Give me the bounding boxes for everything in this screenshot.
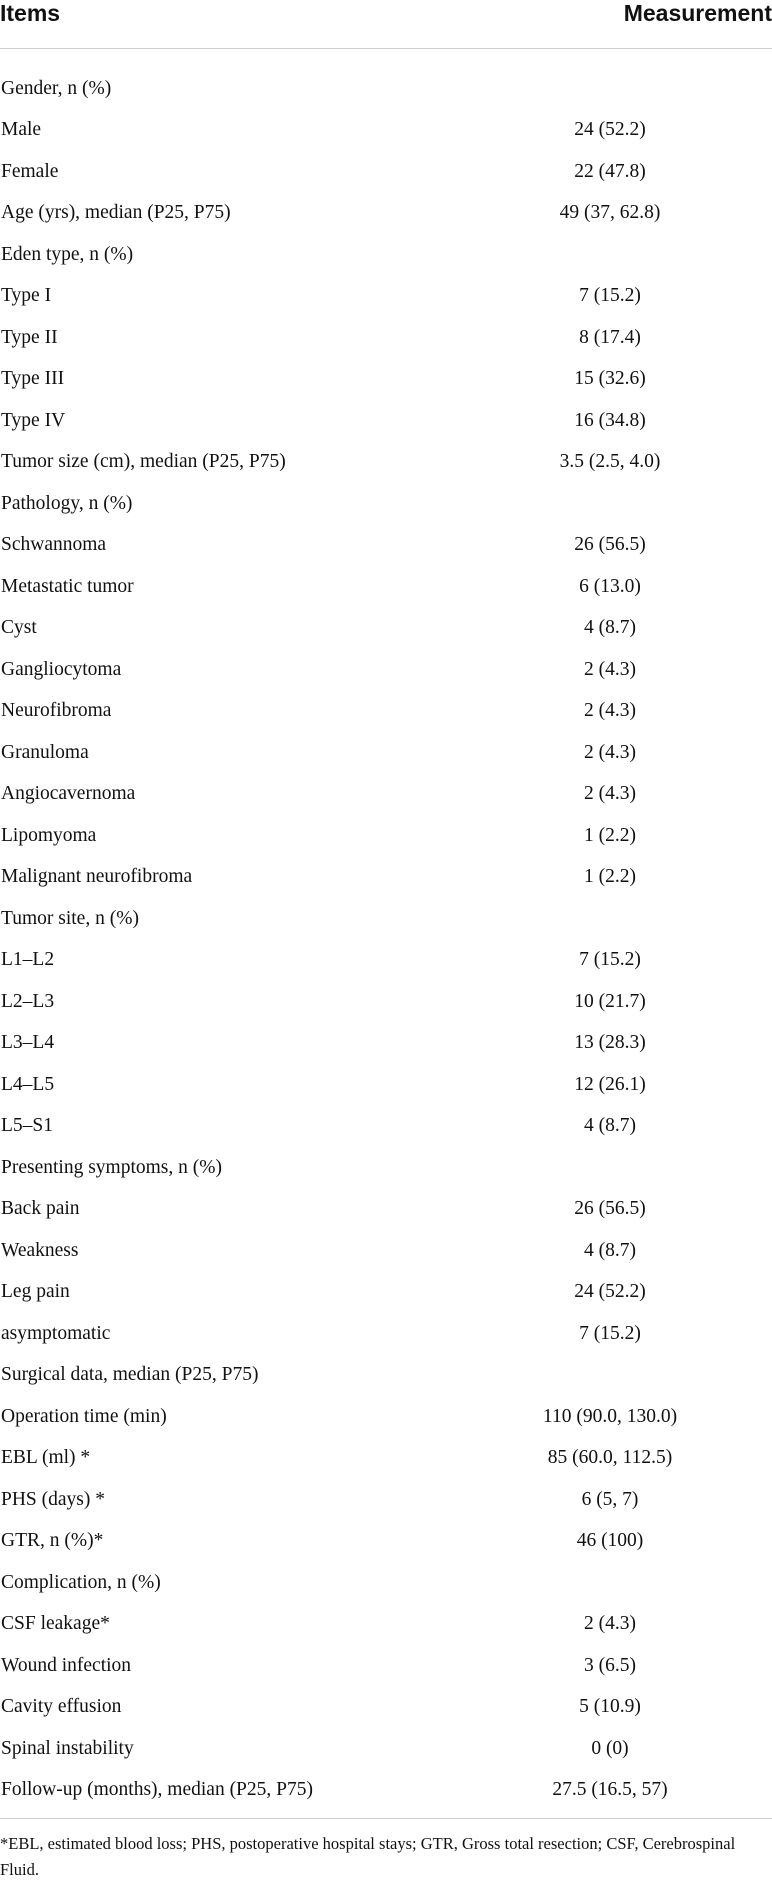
row-label: Granuloma bbox=[1, 741, 89, 763]
row-value: 5 (10.9) bbox=[579, 1696, 641, 1718]
row-value: 12 (26.1) bbox=[574, 1073, 646, 1095]
row-label: GTR, n (%)* bbox=[1, 1530, 104, 1552]
row-label: Type II bbox=[1, 326, 58, 348]
row-value: 6 (5, 7) bbox=[581, 1488, 639, 1510]
row-label: Weakness bbox=[1, 1239, 79, 1261]
table-row bbox=[0, 1479, 772, 1521]
row-label: Tumor site, n (%) bbox=[1, 907, 139, 929]
table-row bbox=[0, 691, 772, 733]
table-row bbox=[0, 1230, 772, 1272]
row-label: Type III bbox=[1, 368, 65, 390]
row-label: Gangliocytoma bbox=[1, 658, 122, 680]
table-row bbox=[0, 1687, 772, 1729]
row-label: Neurofibroma bbox=[1, 700, 112, 722]
table-row bbox=[0, 981, 772, 1023]
row-value: 24 (52.2) bbox=[574, 119, 646, 141]
row-value: 13 (28.3) bbox=[574, 1032, 646, 1054]
table-row bbox=[0, 1604, 772, 1646]
row-value: 4 (8.7) bbox=[584, 1239, 636, 1261]
row-value: 27.5 (16.5, 57) bbox=[552, 1779, 668, 1801]
row-value: 26 (56.5) bbox=[574, 534, 646, 556]
table-row bbox=[0, 1438, 772, 1480]
table-row bbox=[0, 193, 772, 235]
row-label: L3–L4 bbox=[1, 1032, 55, 1054]
row-label: Lipomyoma bbox=[1, 824, 97, 846]
row-value: 7 (15.2) bbox=[579, 1322, 641, 1344]
row-label: Cavity effusion bbox=[1, 1696, 122, 1718]
row-label: CSF leakage* bbox=[1, 1613, 110, 1635]
table-row bbox=[0, 898, 772, 940]
row-value: 2 (4.3) bbox=[584, 783, 636, 805]
row-value: 6 (13.0) bbox=[579, 575, 641, 597]
table-row bbox=[0, 151, 772, 193]
row-value: 15 (32.6) bbox=[574, 368, 646, 390]
table-row bbox=[0, 110, 772, 152]
table-row bbox=[0, 1562, 772, 1604]
row-value: 16 (34.8) bbox=[574, 409, 646, 431]
table-row bbox=[0, 857, 772, 899]
table-row bbox=[0, 1770, 772, 1812]
row-value: 3.5 (2.5, 4.0) bbox=[559, 451, 661, 473]
row-label: Operation time (min) bbox=[1, 1405, 167, 1427]
table-row bbox=[0, 400, 772, 442]
row-label: Malignant neurofibroma bbox=[1, 866, 193, 888]
row-label: Wound infection bbox=[1, 1654, 132, 1676]
row-value: 46 (100) bbox=[576, 1530, 644, 1552]
table-row bbox=[0, 359, 772, 401]
table-row bbox=[0, 1147, 772, 1189]
table-row bbox=[0, 649, 772, 691]
row-value: 110 (90.0, 130.0) bbox=[542, 1405, 678, 1427]
row-label: Angiocavernoma bbox=[1, 783, 136, 805]
row-value: 7 (15.2) bbox=[579, 949, 641, 971]
table-row bbox=[0, 1355, 772, 1397]
row-label: L5–S1 bbox=[1, 1115, 54, 1137]
row-label: Complication, n (%) bbox=[1, 1571, 161, 1593]
header-measurement: Measurement bbox=[623, 0, 772, 26]
table-row bbox=[0, 815, 772, 857]
table-row bbox=[0, 940, 772, 982]
row-value: 2 (4.3) bbox=[584, 658, 636, 680]
row-label: Type I bbox=[1, 285, 52, 307]
row-label: PHS (days) * bbox=[1, 1488, 106, 1510]
row-value: 22 (47.8) bbox=[574, 160, 646, 182]
row-label: Pathology, n (%) bbox=[1, 492, 133, 514]
table-row bbox=[0, 1313, 772, 1355]
row-value: 2 (4.3) bbox=[584, 741, 636, 763]
row-value: 24 (52.2) bbox=[574, 1281, 646, 1303]
row-value: 4 (8.7) bbox=[584, 617, 636, 639]
table-row bbox=[0, 1064, 772, 1106]
table-row bbox=[0, 442, 772, 484]
table-row bbox=[0, 525, 772, 567]
row-label: Follow-up (months), median (P25, P75) bbox=[1, 1779, 313, 1801]
table-row bbox=[0, 68, 772, 110]
row-label: Spinal instability bbox=[1, 1737, 134, 1759]
row-value: 4 (8.7) bbox=[584, 1115, 636, 1137]
header-items: Items bbox=[0, 0, 61, 26]
table-row bbox=[0, 566, 772, 608]
row-value: 3 (6.5) bbox=[584, 1654, 636, 1676]
table-row bbox=[0, 1645, 772, 1687]
row-label: Surgical data, median (P25, P75) bbox=[1, 1364, 259, 1386]
table-row bbox=[0, 276, 772, 318]
row-label: Age (yrs), median (P25, P75) bbox=[1, 202, 231, 224]
row-value: 1 (2.2) bbox=[584, 866, 636, 888]
table-row bbox=[0, 608, 772, 650]
row-label: Cyst bbox=[1, 617, 37, 639]
table-row bbox=[0, 1396, 772, 1438]
table-row bbox=[0, 1272, 772, 1314]
row-label: Back pain bbox=[1, 1198, 80, 1220]
row-label: Tumor size (cm), median (P25, P75) bbox=[1, 451, 286, 473]
table-row bbox=[0, 234, 772, 276]
table-header bbox=[0, 0, 772, 49]
table-row bbox=[0, 317, 772, 359]
row-label: L1–L2 bbox=[1, 949, 55, 971]
row-value: 0 (0) bbox=[591, 1737, 629, 1759]
table-row bbox=[0, 732, 772, 774]
table-row bbox=[0, 1106, 772, 1148]
row-label: asymptomatic bbox=[1, 1322, 111, 1344]
table-body bbox=[0, 49, 772, 1811]
table-footnote: *EBL, estimated blood loss; PHS, postoperative hospital stays; GTR, Gross total resection; CSF, Cerebrospinal Fluid. bbox=[0, 1834, 736, 1879]
table-row bbox=[0, 774, 772, 816]
row-label: EBL (ml) * bbox=[1, 1447, 91, 1469]
row-label: Presenting symptoms, n (%) bbox=[1, 1156, 222, 1178]
row-label: Schwannoma bbox=[1, 534, 107, 556]
row-label: L2–L3 bbox=[1, 990, 55, 1012]
row-value: 49 (37, 62.8) bbox=[559, 202, 661, 224]
row-label: Gender, n (%) bbox=[1, 77, 112, 99]
table-row bbox=[0, 1023, 772, 1065]
row-value: 7 (15.2) bbox=[579, 285, 641, 307]
row-label: L4–L5 bbox=[1, 1073, 55, 1095]
table-row bbox=[0, 483, 772, 525]
row-value: 2 (4.3) bbox=[584, 700, 636, 722]
row-label: Leg pain bbox=[1, 1281, 70, 1303]
table-row bbox=[0, 1728, 772, 1770]
row-label: Male bbox=[1, 119, 42, 141]
row-value: 10 (21.7) bbox=[574, 990, 646, 1012]
row-value: 26 (56.5) bbox=[574, 1198, 646, 1220]
row-label: Eden type, n (%) bbox=[1, 243, 134, 265]
row-value: 2 (4.3) bbox=[584, 1613, 636, 1635]
row-value: 85 (60.0, 112.5) bbox=[547, 1447, 673, 1469]
row-label: Female bbox=[1, 160, 59, 182]
row-value: 8 (17.4) bbox=[579, 326, 641, 348]
row-value: 1 (2.2) bbox=[584, 824, 636, 846]
table-row bbox=[0, 1521, 772, 1563]
row-label: Metastatic tumor bbox=[1, 575, 134, 597]
row-label: Type IV bbox=[1, 409, 66, 431]
table-row bbox=[0, 1189, 772, 1231]
